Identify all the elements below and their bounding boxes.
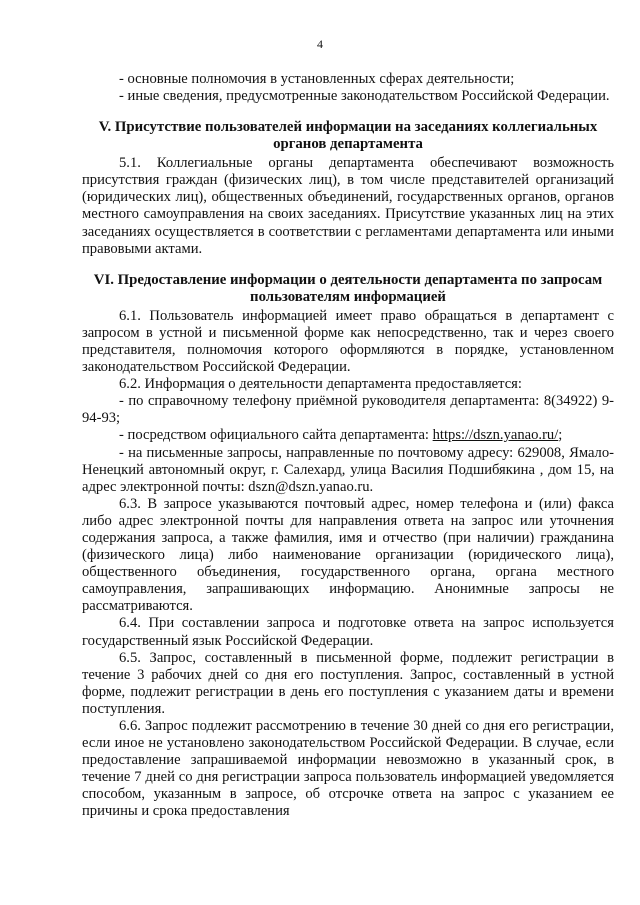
section-5-title: V. Присутствие пользователей информации на заседаниях коллегиальных органов департамента bbox=[98, 119, 598, 153]
paragraph-5-1: 5.1. Коллегиальные органы департамента обеспечивают возможность присутствия граждан (физических лиц), в том числе представителей организаций (юридических лиц), общественных объединений, государственных органов, органов местного самоуправления на своих заседаниях. Присутствие указанных лиц на этих заседаниях осуществляется в соответствии с регламентами департамента или иными правовыми актами. bbox=[82, 155, 614, 257]
paragraph-6-3: 6.3. В запросе указываются почтовый адрес, номер телефона и (или) факса либо адрес электронной почты для направления ответа на запрос или уточнения содержания запроса, а также фамилия, имя и отчество (при наличии) гражданина (физического лица) либо наименование организации (юридического лица), общественного объединения, государственного органа, органа местного самоуправления, запрашивающих информацию. Анонимные запросы не рассматриваются. bbox=[82, 495, 614, 615]
website-suffix: ; bbox=[558, 427, 563, 444]
document-body bbox=[82, 71, 614, 821]
page-number: 4 bbox=[317, 37, 323, 51]
paragraph-6-6: 6.6. Запрос подлежит рассмотрению в течение 30 дней со дня его регистрации, если иное не установлено законодательством Российской Федерации. В случае, если предоставление запрашиваемой информации невозможно в указанный срок, в течение 7 дней со дня регистрации запроса пользователь информацией уведомляется способом, указанным в запросе, об отсрочке ответа на запрос с указанием ее причины и срока предоставления bbox=[82, 718, 614, 820]
list-item-powers: - основные полномочия в установленных сферах деятельности; bbox=[119, 71, 515, 87]
list-item-phone: - по справочному телефону приёмной руководителя департамента: 8(34922) 9-94-93; bbox=[82, 393, 614, 427]
paragraph-6-4: 6.4. При составлении запроса и подготовке ответа на запрос используется государственный язык Российской Федерации. bbox=[82, 615, 614, 649]
website-link[interactable]: https://dszn.yanao.ru/ bbox=[432, 427, 559, 444]
list-item-other-info: - иные сведения, предусмотренные законодательством Российской Федерации. bbox=[119, 88, 610, 105]
list-item-mail: - на письменные запросы, направленные по почтовому адресу: 629008, Ямало-Ненецкий автономный округ, г. Салехард, улица Василия Подшибякина , дом 15, на адрес электронной почты: dszn@dszn.yanao.ru. bbox=[82, 444, 614, 495]
paragraph-6-5: 6.5. Запрос, составленный в письменной форме, подлежит регистрации в течение 3 рабочих дней со дня его поступления. Запрос, составленный в устной форме, подлежит регистрации в день его поступления с указанием даты и времени поступления. bbox=[82, 649, 614, 717]
section-6-title: VI. Предоставление информации о деятельности департамента по запросам пользователям информацией bbox=[93, 271, 603, 305]
paragraph-6-1: 6.1. Пользователь информацией имеет право обращаться в департамент с запросом в устной и письменной форме как непосредственно, так и через своего представителя, полномочия которого оформляются в порядке, установленном законодательством Российской Федерации. bbox=[82, 307, 614, 376]
website-prefix: - посредством официального сайта департамента: bbox=[119, 427, 433, 444]
list-item-website bbox=[82, 427, 614, 444]
paragraph-6-2: 6.2. Информация о деятельности департамента предоставляется: bbox=[119, 376, 522, 393]
